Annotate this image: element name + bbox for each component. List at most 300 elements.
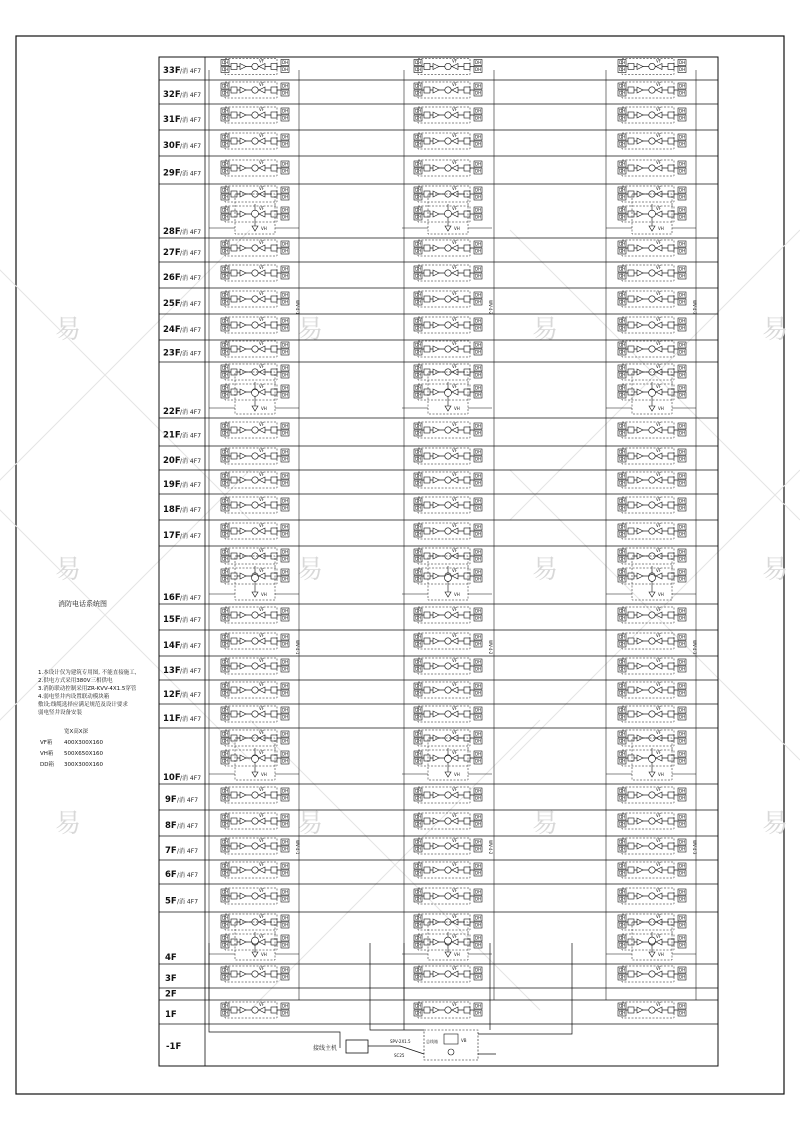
floor-device-unit — [221, 914, 289, 930]
triangle-symbol — [656, 573, 662, 579]
svg-text:VF: VF — [656, 82, 662, 87]
svg-text:DH: DH — [282, 608, 289, 614]
floor-row — [165, 966, 686, 984]
triangle-symbol — [452, 502, 458, 508]
svg-text:VF: VF — [452, 422, 458, 427]
floor-row — [163, 497, 686, 515]
triangle-symbol — [656, 1007, 662, 1013]
circle-symbol — [252, 867, 258, 873]
triangle-symbol — [656, 245, 662, 251]
triangle-symbol — [433, 755, 439, 761]
svg-text:DH: DH — [415, 273, 422, 279]
svg-text:VF: VF — [452, 633, 458, 638]
fire-telephone-square — [464, 346, 470, 352]
triangle-symbol — [240, 867, 246, 873]
floor-device-unit — [414, 133, 482, 149]
fire-telephone-square — [668, 971, 674, 977]
svg-text:DH: DH — [415, 372, 422, 378]
svg-text:DH: DH — [282, 207, 289, 213]
svg-text:VF: VF — [259, 1002, 265, 1007]
triangle-symbol — [433, 612, 439, 618]
svg-text:DH: DH — [282, 738, 289, 744]
floor-label: 5F — [165, 896, 177, 907]
svg-text:DH: DH — [475, 714, 482, 720]
fire-telephone-square — [628, 296, 634, 302]
svg-text:VF: VF — [656, 934, 662, 939]
floor-rows — [163, 59, 696, 1053]
floor-sublabel: /消 4F7 — [177, 847, 199, 855]
floor-label: 26F — [163, 273, 181, 284]
fire-telephone-square — [231, 792, 237, 798]
svg-text:DH: DH — [222, 207, 229, 213]
svg-text:VF: VF — [452, 706, 458, 711]
circle-symbol — [445, 322, 451, 328]
svg-text:DH: DH — [619, 714, 626, 720]
triangle-symbol — [433, 138, 439, 144]
circle-symbol — [445, 1007, 451, 1013]
svg-text:DH: DH — [619, 788, 626, 794]
triangle-symbol — [452, 939, 458, 945]
triangle-symbol — [637, 893, 643, 899]
floor-device-unit — [414, 607, 482, 623]
riser-cable-label: WV-4-2 — [488, 300, 493, 315]
circle-symbol — [649, 245, 655, 251]
svg-text:VF: VF — [656, 291, 662, 296]
svg-text:DH: DH — [282, 134, 289, 140]
circle-symbol — [445, 502, 451, 508]
fire-telephone-square — [424, 346, 430, 352]
svg-text:DH: DH — [415, 556, 422, 562]
svg-text:DH: DH — [222, 108, 229, 114]
svg-text:DH: DH — [415, 549, 422, 555]
fire-telephone-square — [464, 939, 470, 945]
floor-sublabel: /消 4F7 — [180, 117, 202, 125]
triangle-symbol — [240, 389, 246, 395]
svg-text:VF: VF — [452, 291, 458, 296]
svg-text:DH: DH — [415, 846, 422, 852]
svg-text:DH: DH — [282, 342, 289, 348]
triangle-symbol — [433, 663, 439, 669]
triangle-symbol — [649, 592, 655, 597]
floor-device-unit — [221, 730, 289, 746]
fire-telephone-square — [464, 1007, 470, 1013]
floor-sublabel: /消 4F7 — [180, 715, 202, 723]
svg-text:DH: DH — [222, 690, 229, 696]
diagram-title: 消防电话系统图 — [58, 600, 107, 608]
floor-row — [163, 59, 686, 77]
triangle-symbol — [656, 138, 662, 144]
fire-telephone-square — [424, 687, 430, 693]
svg-text:DH: DH — [222, 666, 229, 672]
svg-text:DH: DH — [619, 248, 626, 254]
svg-text:DH: DH — [475, 385, 482, 391]
triangle-symbol — [637, 346, 643, 352]
fire-telephone-square — [271, 322, 277, 328]
svg-text:DH: DH — [282, 915, 289, 921]
fire-telephone-square — [271, 389, 277, 395]
fire-telephone-square — [231, 270, 237, 276]
triangle-symbol — [452, 87, 458, 93]
svg-text:DH: DH — [619, 690, 626, 696]
svg-text:DH: DH — [475, 788, 482, 794]
fire-telephone-square — [628, 64, 634, 70]
svg-text:VF: VF — [452, 341, 458, 346]
fire-telephone-square — [231, 971, 237, 977]
triangle-symbol — [240, 270, 246, 276]
fire-telephone-square — [424, 389, 430, 395]
triangle-symbol — [433, 64, 439, 70]
triangle-symbol — [259, 1007, 265, 1013]
floor-device-unit — [221, 706, 289, 722]
svg-text:DH: DH — [619, 318, 626, 324]
fire-telephone-square — [628, 477, 634, 483]
svg-text:DH: DH — [282, 751, 289, 757]
svg-text:DH: DH — [619, 863, 626, 869]
svg-text:VF: VF — [656, 607, 662, 612]
circle-symbol — [649, 971, 655, 977]
circle-symbol — [252, 296, 258, 302]
fire-telephone-square — [668, 792, 674, 798]
floor-label: -1F — [166, 1042, 182, 1053]
svg-text:DH: DH — [415, 108, 422, 114]
svg-text:DH: DH — [475, 896, 482, 902]
fire-telephone-square — [668, 638, 674, 644]
svg-text:DH: DH — [475, 214, 482, 220]
triangle-symbol — [649, 406, 655, 411]
svg-text:DH: DH — [619, 449, 626, 455]
floor-row — [163, 523, 686, 541]
svg-text:VF: VF — [259, 787, 265, 792]
svg-text:DH: DH — [222, 194, 229, 200]
floor-device-unit — [414, 291, 482, 307]
circle-symbol — [649, 477, 655, 483]
svg-text:DH: DH — [679, 549, 686, 555]
triangle-symbol — [252, 952, 258, 957]
svg-text:DH: DH — [619, 821, 626, 827]
svg-text:DH: DH — [475, 608, 482, 614]
fire-telephone-square — [628, 1007, 634, 1013]
fire-telephone-square — [231, 389, 237, 395]
size-row-dims: 300X300X160 — [64, 762, 104, 768]
fire-telephone-square — [271, 245, 277, 251]
riser-cable-label: WV-4-1 — [295, 300, 300, 315]
svg-text:VF: VF — [656, 186, 662, 191]
svg-text:DH: DH — [415, 896, 422, 902]
fire-telephone-square — [628, 138, 634, 144]
svg-text:VF: VF — [452, 966, 458, 971]
svg-text:DH: DH — [222, 266, 229, 272]
svg-text:VF: VF — [656, 240, 662, 245]
svg-text:DH: DH — [475, 821, 482, 827]
svg-text:DH: DH — [475, 266, 482, 272]
fire-telephone-square — [424, 64, 430, 70]
fire-telephone-square — [668, 711, 674, 717]
circle-symbol — [252, 477, 258, 483]
triangle-symbol — [240, 939, 246, 945]
triangle-symbol — [637, 453, 643, 459]
svg-text:DH: DH — [415, 751, 422, 757]
svg-text:DH: DH — [619, 814, 626, 820]
svg-text:VF: VF — [452, 133, 458, 138]
floor-sublabel: /消 4F7 — [177, 797, 199, 805]
floor-row — [165, 787, 686, 805]
svg-text:VF: VF — [452, 934, 458, 939]
floor-device-unit — [414, 658, 482, 674]
svg-text:DH: DH — [475, 576, 482, 582]
svg-text:DH: DH — [475, 846, 482, 852]
triangle-symbol — [259, 663, 265, 669]
fire-telephone-square — [628, 573, 634, 579]
fire-telephone-square — [424, 663, 430, 669]
svg-text:VF: VF — [259, 658, 265, 663]
watermark-char: 易 — [296, 809, 324, 839]
svg-text:DH: DH — [679, 273, 686, 279]
svg-text:DH: DH — [475, 241, 482, 247]
triangle-symbol — [637, 270, 643, 276]
svg-text:VF: VF — [452, 186, 458, 191]
svg-text:DH: DH — [282, 889, 289, 895]
floor-row — [163, 133, 686, 151]
triangle-symbol — [240, 528, 246, 534]
svg-text:DH: DH — [619, 641, 626, 647]
svg-text:VH: VH — [261, 772, 267, 777]
svg-text:VF: VF — [259, 607, 265, 612]
svg-text:DH: DH — [282, 615, 289, 621]
floor-sublabel: /消 4F7 — [180, 481, 202, 489]
svg-text:DH: DH — [282, 641, 289, 647]
triangle-symbol — [637, 296, 643, 302]
circle-symbol — [252, 755, 259, 762]
fire-telephone-square — [464, 867, 470, 873]
svg-text:DH: DH — [222, 1003, 229, 1009]
fire-telephone-square — [271, 939, 277, 945]
fire-telephone-square — [424, 843, 430, 849]
floor-sublabel: /消 4F7 — [180, 143, 202, 151]
circle-symbol — [445, 792, 451, 798]
floor-label: 22F — [163, 407, 181, 417]
fire-telephone-square — [628, 211, 634, 217]
svg-text:DH: DH — [475, 365, 482, 371]
fire-telephone-square — [231, 64, 237, 70]
svg-text:DH: DH — [415, 690, 422, 696]
svg-text:DH: DH — [222, 549, 229, 555]
circle-symbol — [445, 867, 451, 873]
svg-text:DH: DH — [475, 666, 482, 672]
svg-text:DH: DH — [222, 365, 229, 371]
svg-text:DH: DH — [282, 549, 289, 555]
fire-telephone-square — [424, 502, 430, 508]
svg-text:DH: DH — [475, 168, 482, 174]
svg-text:DH: DH — [619, 241, 626, 247]
svg-text:DH: DH — [475, 108, 482, 114]
svg-text:DH: DH — [222, 922, 229, 928]
floor-device-unit — [414, 186, 482, 202]
fire-telephone-square — [271, 502, 277, 508]
floor-sublabel: /消 4F7 — [180, 691, 202, 699]
triangle-symbol — [240, 322, 246, 328]
floor-device-unit — [221, 59, 289, 75]
svg-text:DH: DH — [282, 266, 289, 272]
svg-text:DH: DH — [415, 449, 422, 455]
svg-text:VF: VF — [452, 497, 458, 502]
svg-text:DH: DH — [475, 531, 482, 537]
svg-text:VF: VF — [656, 107, 662, 112]
svg-text:VF: VF — [452, 82, 458, 87]
svg-text:VF: VF — [259, 364, 265, 369]
triangle-symbol — [259, 112, 265, 118]
fire-telephone-square — [464, 687, 470, 693]
svg-text:DH: DH — [415, 666, 422, 672]
svg-text:DH: DH — [282, 967, 289, 973]
svg-text:VF: VF — [259, 317, 265, 322]
floor-device-unit — [618, 914, 686, 930]
circle-symbol — [445, 63, 451, 69]
floor-row — [165, 1002, 686, 1020]
fire-telephone-square — [628, 612, 634, 618]
triangle-symbol — [656, 755, 662, 761]
floor-sublabel: /消 4F7 — [180, 350, 202, 358]
svg-text:DH: DH — [679, 576, 686, 582]
svg-text:DH: DH — [679, 456, 686, 462]
circle-symbol — [649, 165, 655, 171]
floor-label: 18F — [163, 505, 181, 516]
svg-text:DH: DH — [282, 108, 289, 114]
floor-device-unit — [618, 448, 686, 464]
floor-label: 27F — [163, 247, 181, 258]
fire-telephone-square — [231, 1007, 237, 1013]
size-row-name: VF箱 — [40, 740, 53, 746]
floor-label: 17F — [163, 531, 181, 542]
floor-label: 4F — [165, 953, 177, 963]
svg-text:DH: DH — [619, 707, 626, 713]
svg-text:DH: DH — [222, 505, 229, 511]
svg-text:VF: VF — [259, 813, 265, 818]
main-trunk-network — [209, 943, 572, 1048]
fire-telephone-square — [271, 792, 277, 798]
svg-text:DH: DH — [282, 83, 289, 89]
svg-text:DH: DH — [222, 325, 229, 331]
svg-text:DH: DH — [475, 795, 482, 801]
fire-telephone-square — [668, 87, 674, 93]
svg-text:DH: DH — [222, 870, 229, 876]
triangle-symbol — [445, 592, 451, 597]
svg-text:VF: VF — [259, 750, 265, 755]
triangle-symbol — [656, 893, 662, 899]
svg-text:DH: DH — [679, 569, 686, 575]
svg-text:DH: DH — [475, 430, 482, 436]
svg-text:VF: VF — [259, 206, 265, 211]
floor-label: 14F — [163, 641, 181, 652]
svg-text:DH: DH — [222, 935, 229, 941]
svg-text:VF: VF — [452, 730, 458, 735]
svg-text:DH: DH — [475, 683, 482, 689]
svg-text:DH: DH — [415, 207, 422, 213]
svg-text:DH: DH — [679, 788, 686, 794]
fire-telephone-square — [464, 211, 470, 217]
floor-device-unit — [618, 422, 686, 438]
triangle-symbol — [452, 477, 458, 483]
triangle-symbol — [452, 165, 458, 171]
triangle-symbol — [240, 971, 246, 977]
fire-telephone-square — [628, 792, 634, 798]
svg-text:DH: DH — [619, 342, 626, 348]
svg-text:DH: DH — [475, 325, 482, 331]
svg-text:DH: DH — [475, 194, 482, 200]
svg-text:DH: DH — [619, 194, 626, 200]
svg-text:DH: DH — [619, 576, 626, 582]
svg-text:DH: DH — [222, 751, 229, 757]
circle-symbol — [649, 574, 656, 581]
circle-symbol — [252, 1007, 258, 1013]
fire-telephone-square — [424, 939, 430, 945]
svg-text:DH: DH — [415, 194, 422, 200]
triangle-symbol — [240, 477, 246, 483]
svg-text:DH: DH — [282, 318, 289, 324]
floor-device-unit — [221, 658, 289, 674]
triangle-symbol — [433, 843, 439, 849]
svg-text:VF: VF — [656, 548, 662, 553]
svg-text:DH: DH — [475, 498, 482, 504]
svg-text:DH: DH — [679, 922, 686, 928]
fire-telephone-square — [271, 87, 277, 93]
svg-text:VF: VF — [656, 364, 662, 369]
floor-device-unit — [414, 422, 482, 438]
triangle-symbol — [452, 612, 458, 618]
svg-text:DH: DH — [415, 83, 422, 89]
floor-sublabel: /消 4F7 — [177, 823, 199, 831]
svg-text:DH: DH — [282, 788, 289, 794]
svg-text:DH: DH — [619, 974, 626, 980]
svg-text:DH: DH — [619, 846, 626, 852]
floor-device-unit — [618, 523, 686, 539]
floor-row — [163, 730, 696, 783]
svg-text:DH: DH — [619, 659, 626, 665]
svg-text:DH: DH — [679, 758, 686, 764]
fire-telephone-square — [464, 528, 470, 534]
svg-text:DH: DH — [679, 141, 686, 147]
svg-text:VF: VF — [452, 862, 458, 867]
triangle-symbol — [259, 64, 265, 70]
triangle-symbol — [259, 818, 265, 824]
fire-telephone-square — [271, 687, 277, 693]
svg-text:DH: DH — [282, 241, 289, 247]
floor-row — [165, 989, 177, 999]
fire-telephone-square — [628, 663, 634, 669]
fire-telephone-square — [231, 87, 237, 93]
triangle-symbol — [452, 893, 458, 899]
circle-symbol — [445, 210, 452, 217]
fire-telephone-square — [231, 112, 237, 118]
triangle-symbol — [656, 502, 662, 508]
svg-text:DH: DH — [415, 60, 422, 65]
fire-telephone-square — [271, 138, 277, 144]
circle-symbol — [649, 937, 656, 944]
circle-symbol — [252, 346, 258, 352]
fire-telephone-square — [271, 211, 277, 217]
svg-text:DH: DH — [619, 273, 626, 279]
svg-text:DH: DH — [282, 731, 289, 737]
floor-device-unit — [618, 186, 686, 202]
triangle-symbol — [259, 502, 265, 508]
floor-row — [163, 341, 686, 358]
circle-symbol — [252, 87, 258, 93]
floor-label: 1F — [165, 1009, 177, 1020]
fire-telephone-square — [668, 528, 674, 534]
svg-text:DH: DH — [475, 161, 482, 167]
circle-symbol — [445, 270, 451, 276]
fire-telephone-square — [424, 211, 430, 217]
triangle-symbol — [259, 296, 265, 302]
